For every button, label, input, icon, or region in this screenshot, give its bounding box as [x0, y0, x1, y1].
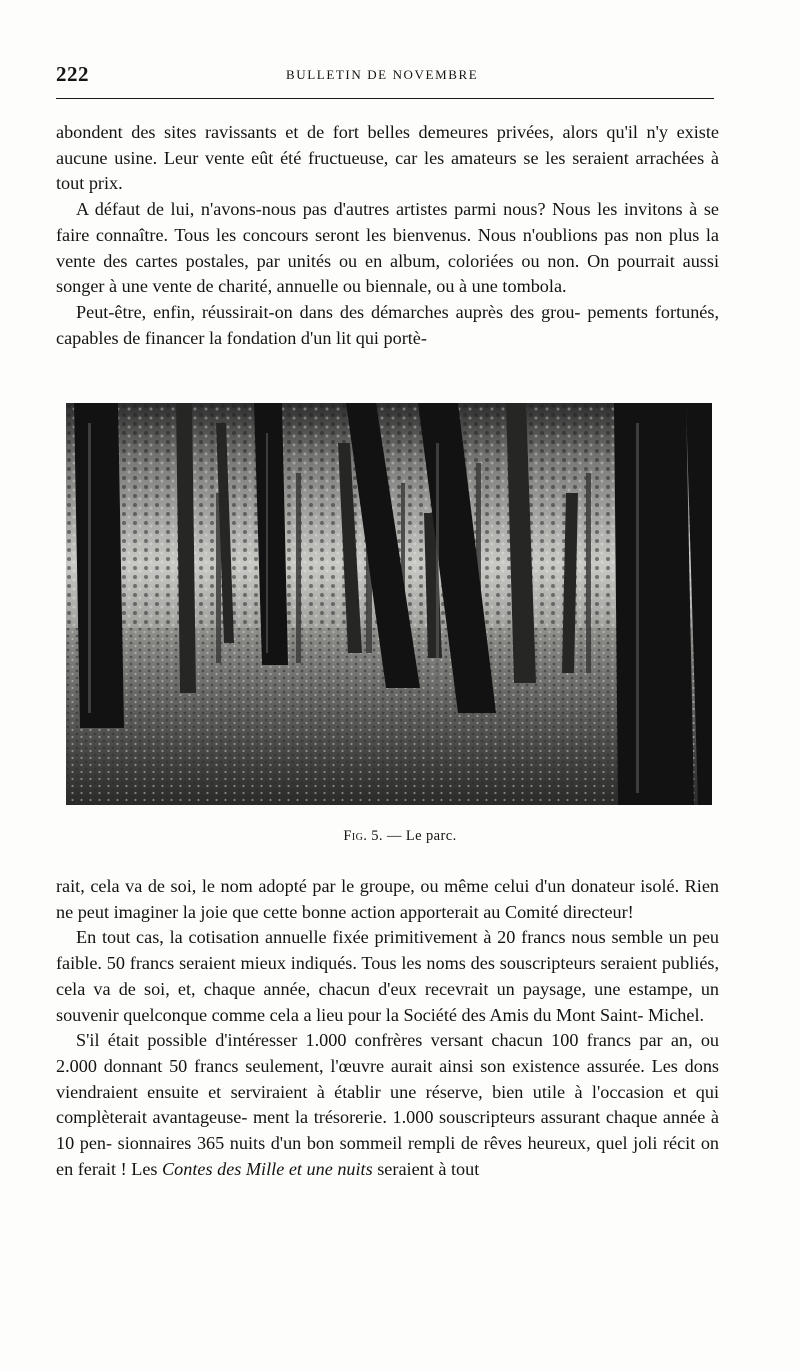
text-line: Peut-être, enfin, réussirait-on dans des démarches auprès des grou-: [76, 301, 581, 322]
body-text-bottom: [56, 874, 719, 1182]
text-line: par an, ou 2.000 donnant 50 francs seulement, l'œuvre aurait ainsi son: [56, 1030, 720, 1076]
text-line: en album, coloriées ou non. On pourrait aussi songer à une vente de: [56, 250, 720, 297]
paragraph: [56, 874, 719, 925]
text-line: A défaut de lui, n'avons-nous pas d'autres artistes parmi nous? Nous: [76, 199, 591, 220]
figure-label: Fig. 5.: [343, 828, 383, 844]
text-line: les invitons à se faire connaître. Tous les concours seront les bienvenus.: [56, 199, 720, 245]
header-rule: [56, 98, 714, 99]
text-line: charité, annuelle ou biennale, ou à une tombola.: [218, 276, 567, 297]
text-line: une réserve, bien utile à l'occasion et qui complèterait avantageuse-: [56, 1081, 720, 1128]
paragraph: [56, 197, 719, 300]
text-line: nous semble un peu faible. 50 francs seraient mieux indiqués. Tous les: [56, 927, 719, 974]
page-number: 222: [56, 62, 89, 86]
caption-text: Le parc.: [405, 828, 457, 844]
forest-image: [66, 403, 712, 805]
paragraph: [56, 120, 719, 197]
text-line: quelconque comme cela a lieu pour la Société des Amis du Mont Saint-: [123, 1004, 644, 1025]
paragraph: [56, 925, 719, 1028]
paragraph: [56, 1028, 719, 1182]
text-line: abondent des sites ravissants et de fort belles demeures privées, alors: [56, 122, 598, 142]
italic-title: Contes des Mille et une nuits: [162, 1158, 373, 1179]
text-line: Nous n'oublions pas non plus la vente des cartes postales, par unités ou: [56, 224, 719, 271]
text-line: apporterait au Comité directeur!: [399, 901, 634, 922]
running-head: BULLETIN DE NOVEMBRE: [286, 67, 479, 82]
text-line-tail: seraient à tout: [372, 1158, 480, 1179]
text-line: Michel.: [647, 1004, 705, 1025]
text-line: année, chacun d'eux recevrait un paysage, une estampe, un souvenir: [56, 978, 720, 1025]
text-line: rait, cela va de soi, le nom adopté par le groupe, ou même celui d'un: [56, 876, 566, 896]
text-line: En tout cas, la cotisation annuelle fixée primitivement à 20 francs: [76, 927, 566, 948]
page-header: [56, 62, 714, 90]
caption-separator: —: [386, 828, 402, 844]
text-line: pements fortunés, capables de financer la fondation d'un lit qui portè-: [56, 301, 720, 348]
park-photograph: [66, 403, 712, 805]
paragraph: [56, 300, 719, 351]
text-line: noms des souscripteurs seraient publiés, cela va de soi, et, chaque: [56, 953, 720, 999]
text-line: donateur isolé. Rien ne peut imaginer la joie que cette bonne action: [56, 876, 720, 922]
text-line: amateurs se les seraient arrachées à tout prix.: [56, 147, 719, 194]
text-line: S'il était possible d'intéresser 1.000 confrères versant chacun 100 francs: [76, 1030, 632, 1051]
body-text-top: [56, 120, 719, 351]
text-line: joli récit on en ferait ! Les: [56, 1133, 720, 1179]
text-line: existence assurée. Les dons viendraient ensuite et serviraient à établir: [56, 1055, 720, 1102]
figure-caption: [0, 828, 800, 845]
text-line: ment la trésorerie. 1.000 souscripteurs assurant chaque année à 10 pen-: [56, 1107, 719, 1154]
text-line: qu'il n'y existe aucune usine. Leur vente eût été fructueuse, car les: [56, 122, 719, 168]
text-line: sionnaires 365 nuits d'un bon sommeil rempli de rêves heureux, quel: [117, 1133, 628, 1154]
